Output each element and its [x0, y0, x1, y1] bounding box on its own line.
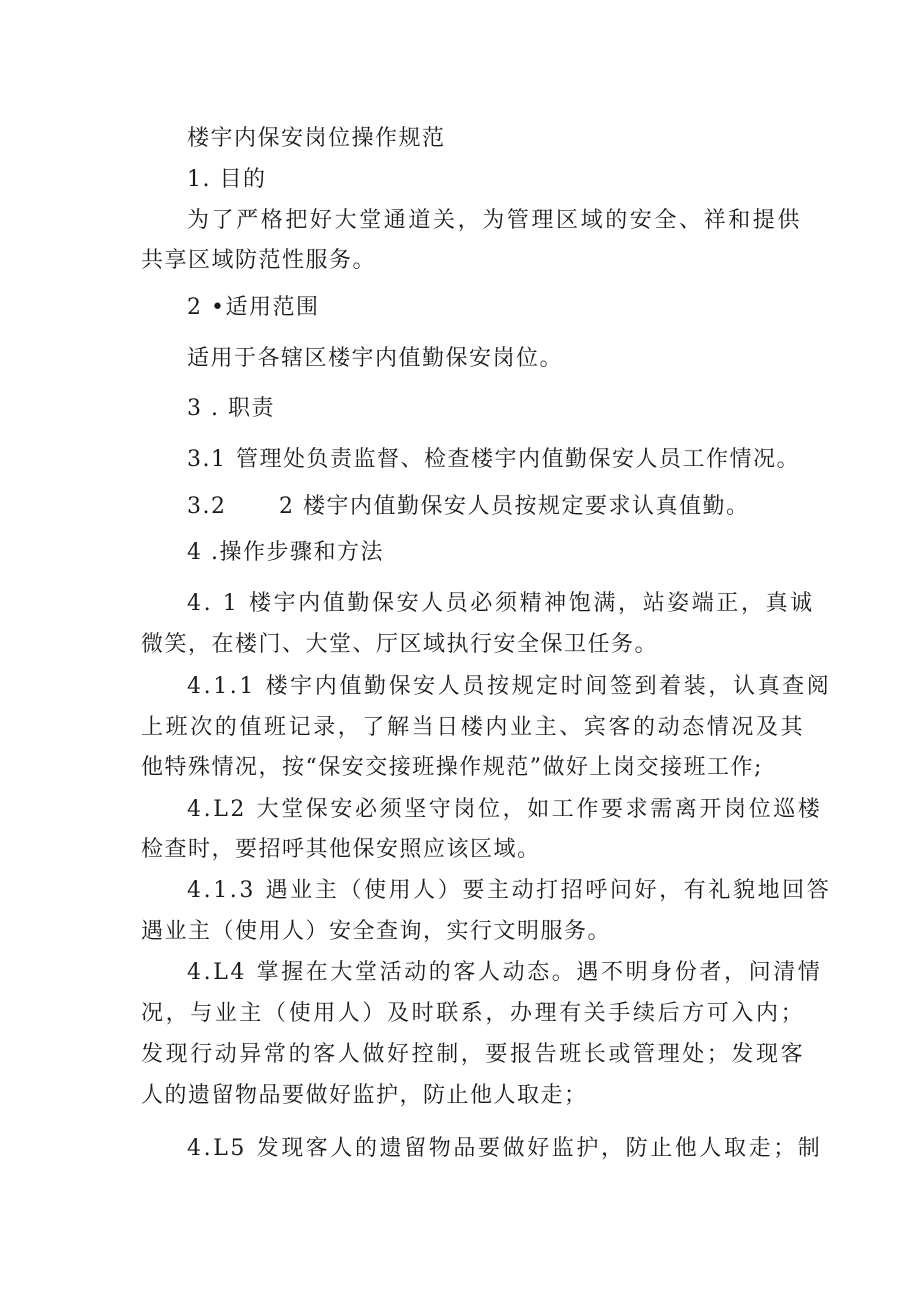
section-4-1-5-line-1: 4.L5 发现客人的遗留物品要做好监护，防止他人取走；制 — [187, 1136, 823, 1161]
section-3-2-number: 3.2 — [187, 494, 227, 519]
section-4-1-line-1: 4. 1 楼宇内值勤保安人员必须精神饱满，站姿端正，真诚 — [187, 591, 815, 616]
section-4-1-2-line-1: 4.L2 大堂保安必须坚守岗位，如工作要求需离开岗位巡楼 — [187, 797, 823, 822]
section-4-heading: 4 .操作步骤和方法 — [187, 540, 384, 565]
section-3-1-number: 3.1 — [187, 447, 227, 472]
section-4-1-4-line-3: 发现行动异常的客人做好控制，要报告班长或管理处；发现客 — [141, 1042, 806, 1067]
section-4-1-1-line-1: 4.1.1 楼宇内值勤保安人员按规定时间签到着装，认真查阅 — [187, 674, 832, 699]
section-1-heading: 1. 目的 — [187, 167, 267, 192]
section-3-2-text: 2 楼宇内值勤保安人员按规定要求认真值勤。 — [279, 494, 750, 519]
section-4-1-2-line-2: 检查时，要招呼其他保安照应该区域。 — [141, 837, 541, 862]
section-4-1-1-line-3: 他特殊情况，按“保安交接班操作规范”做好上岗交接班工作; — [141, 755, 763, 780]
section-4-1-3-line-2: 遇业主（使用人）安全查询，实行文明服务。 — [141, 919, 612, 944]
document-title: 楼宇内保安岗位操作规范 — [187, 126, 446, 151]
section-4-1-4-line-4: 人的遗留物品要做好监护，防止他人取走； — [141, 1083, 588, 1108]
section-4-1-4-line-2: 况，与业主（使用人）及时联系，办理有关手续后方可入内； — [141, 1001, 806, 1026]
section-1-text-line-1: 为了严格把好大堂通道关，为管理区域的安全、祥和提供 — [187, 208, 803, 233]
section-3-1-text: 管理处负责监督、检查楼宇内值勤保安人员工作情况。 — [236, 447, 801, 472]
section-4-1-4-line-1: 4.L4 掌握在大堂活动的客人动态。遇不明身份者，问清情 — [187, 960, 823, 985]
section-4-1-3-line-1: 4.1.3 遇业主（使用人）要主动打招呼问好，有礼貌地回答 — [187, 878, 832, 903]
section-2-text: 适用于各辖区楼宇内值勤保安岗位。 — [187, 346, 564, 371]
section-2-heading: 2 •适用范围 — [187, 295, 320, 320]
section-4-1-line-2: 微笑，在楼门、大堂、厅区域执行安全保卫任务。 — [141, 632, 659, 657]
section-1-text-line-2: 共享区域防范性服务。 — [141, 248, 377, 273]
section-3-heading: 3 . 职责 — [187, 396, 275, 421]
section-4-1-1-line-2: 上班次的值班记录，了解当日楼内业主、宾客的动态情况及其 — [141, 715, 806, 740]
